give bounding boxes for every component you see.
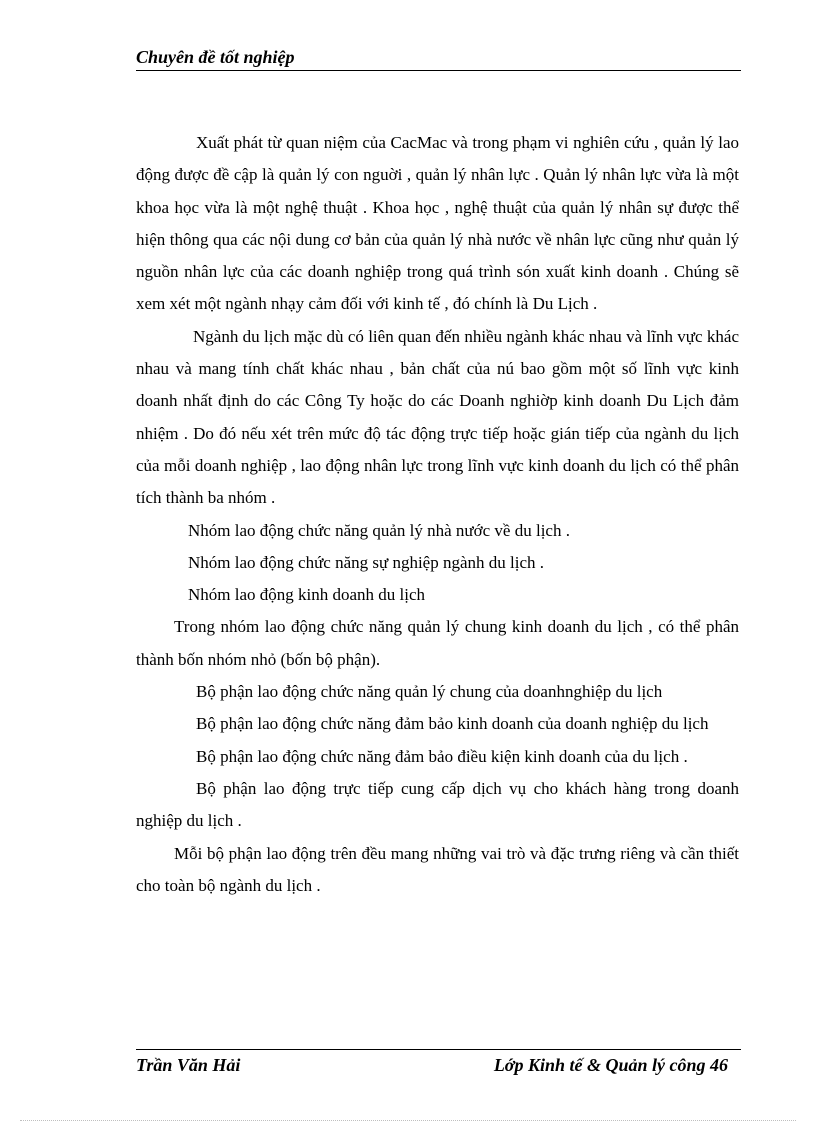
footer-class: Lớp Kinh tế & Quản lý công 46: [493, 1055, 728, 1075]
header-rule: [136, 70, 741, 71]
list-item-3: Nhóm lao động kinh doanh du lịch: [188, 585, 426, 605]
document-body: [136, 127, 739, 902]
paragraph-2: Ngành du lịch mặc dù có liên quan đến nhiều ngành khác nhau và lĩnh vực khác nhau và mang tính chất khác nhau , bản chất của nú bao gồm một số lĩnh vực kinh doanh nhất định do các Công Ty hoặc do các Doanh nghiờp kinh doanh Du Lịch đảm nhiệm . Do đó nếu xét trên mức độ tác động trực tiếp hoặc gián tiếp của ngành du lịch của mỗi doanh nghiệp , lao động nhân lực trong lĩnh vực kinh doanh du lịch có thể phân tích thành ba nhóm .: [136, 326, 739, 508]
footer-author: Trần Văn Hải: [136, 1055, 241, 1075]
footer-rule: [136, 1049, 741, 1050]
paragraph-1: Xuất phát từ quan niệm của CacMac và trong phạm vi nghiên cứu , quản lý lao động được đề cập là quản lý con nguời , quản lý nhân lực . Quản lý nhân lực vừa là một khoa học vừa là một nghệ thuật . Khoa học , nghệ thuật của quản lý nhân sự được thể hiện thông qua các nội dung cơ bản của quản lý nhà nước về nhân lực cũng như quản lý nguồn nhân lực của các doanh nghiệp trong quá trình són xuất kinh doanh . Chúng sẽ xem xét một ngành nhạy cảm đối với kinh tế , đó chính là Du Lịch .: [136, 133, 739, 314]
list-item-2: Nhóm lao động chức năng sự nghiệp ngành du lịch .: [188, 552, 545, 572]
sub-item-4: Bộ phận lao động trực tiếp cung cấp dịch vụ cho khách hàng trong doanh nghiệp du lịch .: [136, 778, 739, 831]
list-item-1: Nhóm lao động chức năng quản lý nhà nước về du lịch .: [188, 520, 570, 540]
sub-item-1: Bộ phận lao động chức năng quản lý chung của doanhnghiệp du lịch: [196, 682, 663, 702]
sub-item-3: Bộ phận lao động chức năng đảm bảo điều kiện kinh doanh của du lịch .: [196, 746, 688, 766]
page-edge: [20, 1120, 796, 1121]
sub-item-2: Bộ phận lao động chức năng đảm bảo kinh doanh của doanh nghiệp du lịch: [196, 714, 709, 734]
header-title: Chuyên đề tốt nghiệp: [136, 47, 295, 67]
paragraph-4: Mỗi bộ phận lao động trên đều mang những vai trò và đặc trưng riêng và cần thiết cho toàn bộ ngành du lịch .: [136, 843, 739, 895]
paragraph-3: Trong nhóm lao động chức năng quản lý chung kinh doanh du lịch , có thể phân thành bốn nhóm nhỏ (bốn bộ phận).: [136, 617, 739, 669]
